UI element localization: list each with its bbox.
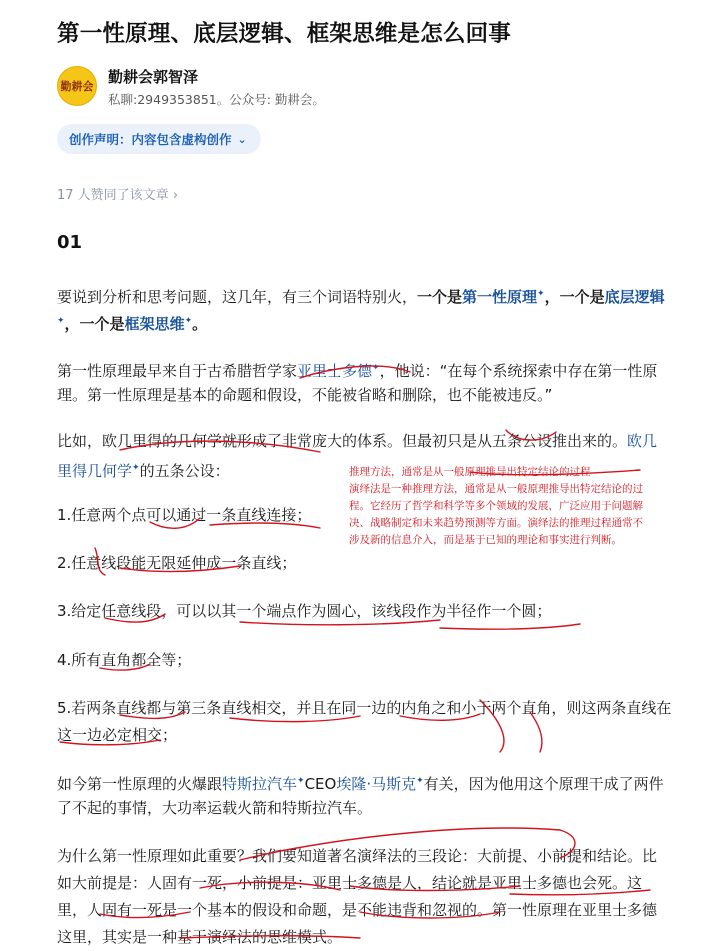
text: 比如，欧几里得的几何学就形成了非常庞大的体系。但最初只是从五条公设推出来的。 <box>57 432 628 450</box>
creation-statement-label: 创作声明：内容包含虚构创作 <box>69 132 232 147</box>
text: 的五条公设： <box>139 462 230 480</box>
annotation-line: 决、战略制定和未来趋势预测等方面。演绎法的推理过程通常不 <box>349 517 643 529</box>
text: 要说到分析和思考问题，这几年，有三个词语特别火， <box>57 288 418 306</box>
chevron-right-icon: › <box>172 188 179 203</box>
annotation-line: 涉及新的信息介入，而是基于已知的理论和事实进行判断。 <box>349 534 622 546</box>
likes-count[interactable]: 17 人赞同了该文章 › <box>57 188 179 203</box>
sparkle-icon: ✦ <box>537 289 545 299</box>
annotation-line: 程。它经历了哲学和科学等多个领域的发展，广泛应用于问题解 <box>349 500 643 512</box>
postulate-1: 1.任意两个点可以通过一条直线连接； <box>57 506 312 524</box>
chevron-down-icon: ⌄ <box>237 132 247 146</box>
creation-statement-badge[interactable] <box>57 124 261 154</box>
link-euclid-geometry-cont[interactable]: 里得几何学 <box>57 462 133 480</box>
text: 一个是 <box>417 288 463 306</box>
paragraph-origin <box>57 355 709 409</box>
article-title: 第一性原理、底层逻辑、框架思维是怎么回事 <box>57 21 512 47</box>
text: ，一个是 <box>544 288 605 306</box>
sparkle-icon: ✦ <box>372 363 380 373</box>
text-line: 了不起的事情，大功率运载火箭和特斯拉汽车。 <box>57 799 373 817</box>
postulate-4: 4.所有直角都全等； <box>57 651 192 669</box>
paragraph-intro <box>57 281 709 335</box>
link-first-principles[interactable]: 第一性原理 <box>462 288 538 306</box>
text: 如今第一性原理的火爆跟 <box>57 775 223 793</box>
link-aristotle[interactable]: 亚里士多德 <box>297 362 373 380</box>
postulate-2: 2.任意线段能无限延伸成一条直线； <box>57 554 297 572</box>
link-framework-thinking[interactable]: 框架思维 <box>124 315 185 333</box>
text: ，他说：“在每个系统探索中存在第一性原 <box>379 362 658 380</box>
author-name[interactable]: 勤耕会郭智泽 <box>108 68 199 86</box>
text: CEO <box>304 775 337 793</box>
postulate-3: 3.给定任意线段，可以以其一个端点作为圆心，该线段作为半径作一个圆； <box>57 602 552 620</box>
text: ，一个是 <box>64 315 125 333</box>
text-line: 理。第一性原理是基本的命题和假设，不能被省略和删除，也不能被违反。” <box>57 386 553 404</box>
avatar-text: 勤耕会 <box>60 80 94 93</box>
link-underlying-logic[interactable]: 底层逻辑 <box>604 288 665 306</box>
sparkle-icon: ✦ <box>416 776 424 786</box>
sparkle-icon: ✦ <box>57 316 65 326</box>
link-euclid-geometry[interactable]: 欧几 <box>627 432 658 450</box>
annotation-line: 推理方法，通常是从一般原理推导出特定结论的过程 <box>349 466 591 478</box>
section-number: 01 <box>57 232 83 253</box>
annotation-line: 演绎法是一种推理方法，通常是从一般原理推导出特定结论的过 <box>349 483 643 495</box>
paragraph-musk <box>57 768 709 822</box>
author-avatar[interactable] <box>57 66 97 106</box>
text: 第一性原理最早来自于古希腊哲学家 <box>57 362 298 380</box>
postulate-5: 5.若两条直线都与第三条直线相交，并且在同一边的内角之和小于两个直角，则这两条直线在 这一边必定相交； <box>57 699 672 744</box>
handwritten-annotation <box>349 464 711 549</box>
paragraph-deduction: 为什么第一性原理如此重要？我们要知道著名演绎法的三段论：大前提、小前提和结论。比 如大前提是：人固有一死，小前提是：亚里士多德是人，结论就是亚里士多德也会死。这 里，人固有一死是一个基本的假设和命题，是不能违背和忽视的。第一性原理在亚里士多德 这里，其实是一种基于演绎法的思维模式。 <box>57 847 658 946</box>
author-bio: 私聊:2949353851。公众号: 勤耕会。 <box>108 92 325 107</box>
text: 。 <box>192 315 208 333</box>
sparkle-icon: ✦ <box>297 776 305 786</box>
sparkle-icon: ✦ <box>184 316 193 326</box>
link-tesla[interactable]: 特斯拉汽车 <box>222 775 298 793</box>
text: 有关，因为他用这个原理干成了两件 <box>423 775 664 793</box>
sparkle-icon: ✦ <box>132 463 140 473</box>
link-elon-musk[interactable]: 埃隆·马斯克 <box>336 775 417 793</box>
